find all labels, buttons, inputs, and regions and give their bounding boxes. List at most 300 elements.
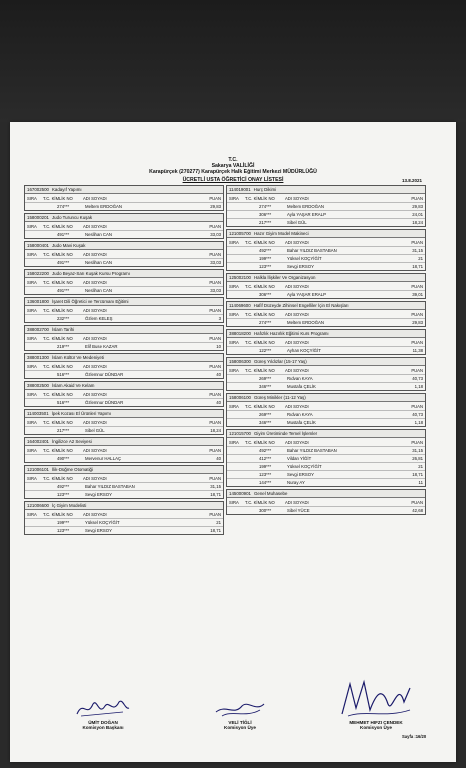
tc-no-cell: 269*** (259, 412, 272, 417)
header-sira: SIRA (27, 420, 37, 425)
header-puan: PUAN (411, 500, 423, 505)
course-code: 145000901 (229, 491, 251, 496)
table-header (227, 310, 425, 318)
header-tc-no: T.C. KİMLİK NO (43, 252, 73, 257)
table-row (25, 482, 223, 490)
puan-cell: 21 (216, 520, 221, 525)
header-name: ADI SOYADI (83, 476, 107, 481)
name-cell: Özlem KELEŞ (85, 316, 113, 321)
puan-cell: 29,83 (412, 320, 423, 325)
table-header (25, 250, 223, 258)
header-tc-no: T.C. KİMLİK NO (245, 312, 275, 317)
course-section (24, 353, 224, 379)
course-title (227, 302, 425, 310)
course-section (226, 273, 426, 299)
table-row (227, 470, 425, 478)
course-code: 164002401 (27, 439, 49, 444)
puan-cell: 1,18 (414, 420, 423, 425)
tc-no-cell: 122*** (259, 348, 272, 353)
tc-no-cell: 199*** (259, 464, 272, 469)
name-cell: Bahar YILDIZ BASTABAN (287, 448, 337, 453)
signature-block-member-2 (326, 674, 426, 730)
header-name: ADI SOYADI (285, 368, 309, 373)
name-cell: Rıdvan KAYA (287, 412, 313, 417)
puan-cell: 33,03 (210, 260, 221, 265)
tc-no-cell: 412*** (259, 456, 272, 461)
tc-no-cell: 123*** (57, 528, 70, 533)
signer-name-member-1: VELİ TİĞLİ (228, 720, 252, 725)
header-sira: SIRA (229, 240, 239, 245)
course-name: İlik-Düğme Otomatiği (51, 467, 93, 472)
course-name: İslam Tarihi (51, 327, 75, 332)
document-date: 13.8.2021 (402, 178, 423, 183)
puan-cell: 39,01 (412, 292, 423, 297)
name-cell: Meltem ERDOĞAN (85, 204, 123, 209)
tc-no-cell: 123*** (57, 492, 70, 497)
table-row (25, 342, 223, 350)
header-puan: PUAN (411, 368, 423, 373)
course-section (24, 297, 224, 323)
table-row (227, 254, 425, 262)
header-sira: SIRA (229, 368, 239, 373)
header-puan: PUAN (209, 420, 221, 425)
name-cell: Neslihan CAN (85, 232, 112, 237)
course-code: 158022200 (27, 271, 49, 276)
course-section (226, 357, 426, 391)
name-cell: Sevgi ERSOY (287, 472, 314, 477)
header-name: ADI SOYADI (285, 240, 309, 245)
table-header (25, 222, 223, 230)
course-code: 158000201 (27, 215, 49, 220)
puan-cell: 31,15 (210, 484, 221, 489)
table-row (25, 258, 223, 266)
header-tc-no: T.C. KİMLİK NO (43, 392, 73, 397)
tc-no-cell: 516*** (57, 372, 70, 377)
signature-block-member-1 (200, 696, 280, 730)
table-row (227, 374, 425, 382)
header-sira: SIRA (229, 340, 239, 345)
course-name: Hurç Dikimi (253, 187, 277, 192)
header-puan: PUAN (209, 476, 221, 481)
header-sira: SIRA (27, 196, 37, 201)
header-sira: SIRA (229, 196, 239, 201)
tc-no-cell: 490*** (57, 456, 70, 461)
table-header (25, 306, 223, 314)
course-name: Güreş Minikler (11-12 Yaş) (253, 395, 306, 400)
puan-cell: 40 (216, 456, 221, 461)
course-section (24, 241, 224, 267)
header-name: ADI SOYADI (285, 500, 309, 505)
signer-name-member-2: MEHMET HIFZI ÇENDEK (349, 720, 403, 725)
name-cell: Sibel GÜL (287, 220, 307, 225)
course-section (24, 325, 224, 351)
header-name: ADI SOYADI (285, 196, 309, 201)
name-cell: Sevgi ERSOY (85, 492, 112, 497)
tc-no-cell: 274*** (57, 204, 70, 209)
course-code: 158006300 (229, 359, 251, 364)
course-title (25, 298, 223, 306)
name-cell: Özlemnur DÜNDAR (85, 400, 124, 405)
header-tc-no: T.C. KİMLİK NO (245, 404, 275, 409)
name-cell: Neslihan CAN (85, 288, 112, 293)
table-row (227, 410, 425, 418)
header-puan: PUAN (411, 312, 423, 317)
course-title (25, 242, 223, 250)
header-sira: SIRA (27, 448, 37, 453)
puan-cell: 18,71 (210, 492, 221, 497)
header-name: ADI SOYADI (83, 308, 107, 313)
left-course-column (24, 185, 224, 537)
header-tc-no: T.C. KİMLİK NO (245, 500, 275, 505)
course-code: 125002100 (229, 275, 251, 280)
name-cell: Ayhan KOÇYİĞİT (287, 348, 321, 353)
header-puan: PUAN (411, 240, 423, 245)
puan-cell: 29,83 (412, 204, 423, 209)
course-section (24, 465, 224, 499)
course-section (226, 185, 426, 227)
signer-name-chair: ÜMİT DOĞAN (88, 720, 118, 725)
table-row (25, 454, 223, 462)
right-course-column (226, 185, 426, 517)
header-name: ADI SOYADI (83, 224, 107, 229)
table-header (227, 238, 425, 246)
course-section (24, 501, 224, 535)
course-title (227, 230, 425, 238)
header-puan: PUAN (209, 280, 221, 285)
header-sira: SIRA (27, 336, 37, 341)
signer-role-chair: Komisyon Başkanı (82, 725, 124, 730)
header-tc-no: T.C. KİMLİK NO (43, 448, 73, 453)
header-sira: SIRA (229, 284, 239, 289)
table-row (227, 418, 425, 426)
course-name: Halkla İlişkiler Ve Organizasyon (253, 275, 316, 280)
course-code: 167002500 (27, 187, 49, 192)
header-puan: PUAN (209, 364, 221, 369)
name-cell: Yüksel KOÇYİĞİT (85, 520, 120, 525)
table-row (25, 370, 223, 378)
tc-no-cell: 269*** (259, 376, 272, 381)
course-name: İslam Kültür Ve Medeniyeti (51, 355, 104, 360)
puan-cell: 10 (216, 344, 221, 349)
course-code: 388018200 (229, 331, 251, 336)
table-header (25, 510, 223, 518)
course-section (226, 489, 426, 515)
table-row (227, 218, 425, 226)
tc-no-cell: 274*** (259, 320, 272, 325)
table-row (25, 314, 223, 322)
tc-no-cell: 306*** (259, 212, 272, 217)
course-title (25, 326, 223, 334)
course-section (226, 229, 426, 271)
header-sira: SIRA (27, 512, 37, 517)
tc-no-cell: 123*** (259, 264, 272, 269)
course-name: İşaret Dili Öğretici ve Tercümanı Eğitimi (51, 299, 129, 304)
puan-cell: 18,24 (210, 428, 221, 433)
course-section (24, 269, 224, 295)
table-header (227, 194, 425, 202)
table-header (227, 498, 425, 506)
puan-cell: 31,15 (412, 448, 423, 453)
table-header (227, 402, 425, 410)
tc-no-cell: 199*** (259, 256, 272, 261)
table-row (227, 262, 425, 270)
name-cell: Sibel YÜCE (287, 508, 310, 513)
puan-cell: 18,71 (210, 528, 221, 533)
header-governorship: Sakarya VALİLİĞİ (211, 163, 255, 169)
course-section (226, 429, 426, 487)
table-row (25, 518, 223, 526)
course-name: İç Giyim Modelisti (51, 503, 87, 508)
table-header (25, 446, 223, 454)
name-cell: Bahar YILDIZ BASTABAN (85, 484, 135, 489)
name-cell: Neslihan CAN (85, 260, 112, 265)
header-tc-no: T.C. KİMLİK NO (43, 196, 73, 201)
name-cell: Ayla YAŞAR ERALP (287, 292, 326, 297)
name-cell: Yüksel KOÇYİĞİT (287, 464, 322, 469)
table-row (227, 202, 425, 210)
header-tc-no: T.C. KİMLİK NO (245, 340, 275, 345)
header-name: ADI SOYADI (285, 340, 309, 345)
tc-no-cell: 217*** (57, 428, 70, 433)
puan-cell: 21 (418, 464, 423, 469)
course-title (25, 466, 223, 474)
header-name: ADI SOYADI (83, 252, 107, 257)
table-row (227, 506, 425, 514)
header-tc-no: T.C. KİMLİK NO (43, 280, 73, 285)
tc-no-cell: 300*** (259, 508, 272, 513)
puan-cell: 18,71 (412, 264, 423, 269)
header-sira: SIRA (229, 404, 239, 409)
header-tc-no: T.C. KİMLİK NO (43, 224, 73, 229)
name-cell: Yüksel KOÇYİĞİT (287, 256, 322, 261)
puan-cell: 18,24 (412, 220, 423, 225)
name-cell: Sibel GÜL (85, 428, 105, 433)
table-row (227, 318, 425, 326)
course-code: 388002700 (27, 327, 49, 332)
name-cell: Mustafa ÇELİK (287, 384, 316, 389)
tc-no-cell: 274*** (259, 204, 272, 209)
name-cell: Meltem ERDOĞAN (287, 204, 325, 209)
table-header (227, 438, 425, 446)
course-section (24, 409, 224, 435)
course-code: 136001800 (27, 299, 49, 304)
table-row (25, 426, 223, 434)
tc-no-cell: 491*** (57, 232, 70, 237)
header-name: ADI SOYADI (83, 336, 107, 341)
header-sira: SIRA (229, 500, 239, 505)
tc-no-cell: 492*** (57, 484, 70, 489)
tc-no-cell: 492*** (259, 248, 272, 253)
course-name: Judo Beyaz-Sarı Kuşak Kursu Programı (51, 271, 130, 276)
course-title (227, 330, 425, 338)
header-puan: PUAN (411, 284, 423, 289)
header-puan: PUAN (209, 308, 221, 313)
puan-cell: 26,81 (412, 456, 423, 461)
puan-cell: 29,83 (210, 204, 221, 209)
table-header (227, 366, 425, 374)
header-tc: T.C. (228, 157, 238, 163)
puan-cell: 40 (216, 372, 221, 377)
signer-role-member-2: Komisyon Üye (360, 725, 392, 730)
name-cell: Mervenur HALLAÇ (85, 456, 122, 461)
tc-no-cell: 491*** (57, 260, 70, 265)
course-code: 158000401 (27, 243, 49, 248)
tc-no-cell: 144*** (259, 480, 272, 485)
document-sheet (10, 122, 456, 762)
header-puan: PUAN (411, 440, 423, 445)
header-name: ADI SOYADI (285, 404, 309, 409)
header-puan: PUAN (209, 224, 221, 229)
course-code: 388002500 (27, 383, 49, 388)
table-row (25, 526, 223, 534)
name-cell: Sevgi ERSOY (85, 528, 112, 533)
header-tc-no: T.C. KİMLİK NO (245, 284, 275, 289)
course-code: 114019001 (229, 187, 251, 192)
course-code: 388001300 (27, 355, 49, 360)
table-header (25, 418, 223, 426)
course-code: 158006100 (229, 395, 251, 400)
header-puan: PUAN (209, 336, 221, 341)
header-tc-no: T.C. KİMLİK NO (43, 476, 73, 481)
course-title (227, 358, 425, 366)
header-sira: SIRA (27, 476, 37, 481)
course-name: Judo Mavi Kuşak (51, 243, 86, 248)
table-header (25, 334, 223, 342)
course-section (226, 301, 426, 327)
tc-no-cell: 346*** (259, 384, 272, 389)
course-title (25, 502, 223, 510)
tc-no-cell: 232*** (57, 316, 70, 321)
header-tc-no: T.C. KİMLİK NO (245, 240, 275, 245)
puan-cell: 1,18 (414, 384, 423, 389)
puan-cell: 3 (218, 316, 221, 321)
table-row (227, 210, 425, 218)
signer-role-member-1: Komisyon Üye (224, 725, 256, 730)
table-row (227, 246, 425, 254)
table-row (25, 286, 223, 294)
header-tc-no: T.C. KİMLİK NO (245, 368, 275, 373)
table-row (227, 478, 425, 486)
name-cell: Özlemnur DÜNDAR (85, 372, 124, 377)
course-name: Giyim Üretiminde Temel İşlemler (253, 431, 318, 436)
header-sira: SIRA (27, 252, 37, 257)
name-cell: Vildan YİĞİT (287, 456, 312, 461)
course-code: 121006101 (27, 467, 49, 472)
page-number: Sayfa :16/20 (402, 734, 427, 739)
course-code: 121005700 (229, 231, 251, 236)
header-name: ADI SOYADI (285, 284, 309, 289)
course-section (24, 213, 224, 239)
header-puan: PUAN (209, 252, 221, 257)
course-code: 121006600 (27, 503, 49, 508)
puan-cell: 11 (418, 480, 423, 485)
header-tc-no: T.C. KİMLİK NO (43, 420, 73, 425)
name-cell: Mustafa ÇELİK (287, 420, 316, 425)
scan-background (0, 0, 466, 122)
table-row (227, 382, 425, 390)
header-tc-no: T.C. KİMLİK NO (43, 308, 73, 313)
course-name: Hafızlık Hazırlık Eğitimi Kurs Programı (253, 331, 329, 336)
header-puan: PUAN (209, 392, 221, 397)
header-name: ADI SOYADI (83, 280, 107, 285)
puan-cell: 18,71 (412, 472, 423, 477)
course-code: 114003501 (27, 411, 49, 416)
course-name: Judo Turuncu Kuşak (51, 215, 93, 220)
puan-cell: 42,68 (412, 508, 423, 513)
header-tc-no: T.C. KİMLİK NO (43, 512, 73, 517)
header-puan: PUAN (411, 196, 423, 201)
table-header (227, 282, 425, 290)
tc-no-cell: 123*** (259, 472, 272, 477)
header-puan: PUAN (209, 512, 221, 517)
table-header (25, 390, 223, 398)
tc-no-cell: 219*** (57, 344, 70, 349)
header-name: ADI SOYADI (83, 196, 107, 201)
header-name: ADI SOYADI (83, 392, 107, 397)
course-section (24, 381, 224, 407)
course-title (25, 186, 223, 194)
puan-cell: 31,15 (412, 248, 423, 253)
course-section (24, 437, 224, 463)
course-name: İngilizce A2 Seviyesi (51, 439, 92, 444)
tc-no-cell: 491*** (57, 288, 70, 293)
table-row (227, 446, 425, 454)
header-sira: SIRA (27, 364, 37, 369)
course-name: İpek Kozası El Ürünleri Yapımı (51, 411, 112, 416)
header-sira: SIRA (27, 392, 37, 397)
handwritten-signature-chair (73, 696, 133, 720)
table-header (25, 194, 223, 202)
course-title (25, 214, 223, 222)
table-header (25, 362, 223, 370)
tc-no-cell: 199*** (57, 520, 70, 525)
table-row (227, 346, 425, 354)
name-cell: Sevgi ERSOY (287, 264, 314, 269)
course-section (226, 329, 426, 355)
course-name: Güreş Yıldızlar (15-17 Yaş) (253, 359, 307, 364)
course-name: Kadayıf Yapımı (51, 187, 82, 192)
header-sira: SIRA (27, 308, 37, 313)
puan-cell: 40 (216, 400, 221, 405)
puan-cell: 33,03 (210, 232, 221, 237)
header-name: ADI SOYADI (83, 512, 107, 517)
course-section (226, 393, 426, 427)
header-name: ADI SOYADI (285, 312, 309, 317)
table-row (227, 462, 425, 470)
name-cell: Bahar YILDIZ BASTABAN (287, 248, 337, 253)
course-title (227, 186, 425, 194)
header-institution: Karapürçek (270277) Karapürçek Halk Eğitimi Merkezi MÜDÜRLÜĞÜ (149, 169, 317, 175)
course-title (227, 274, 425, 282)
table-header (25, 278, 223, 286)
header-name: ADI SOYADI (83, 420, 107, 425)
puan-cell: 40,73 (412, 376, 423, 381)
name-cell: Rıdvan KAYA (287, 376, 313, 381)
header-sira: SIRA (229, 312, 239, 317)
course-title (227, 430, 425, 438)
course-code: 114069600 (229, 303, 251, 308)
handwritten-signature-member-1 (212, 696, 268, 720)
course-title (227, 490, 425, 498)
header-puan: PUAN (209, 448, 221, 453)
puan-cell: 40,73 (412, 412, 423, 417)
name-cell: Ayla YAŞAR ERALP (287, 212, 326, 217)
header-name: ADI SOYADI (83, 364, 107, 369)
header-tc-no: T.C. KİMLİK NO (43, 336, 73, 341)
handwritten-signature-member-2 (336, 674, 416, 720)
header-sira: SIRA (27, 280, 37, 285)
table-row (227, 454, 425, 462)
